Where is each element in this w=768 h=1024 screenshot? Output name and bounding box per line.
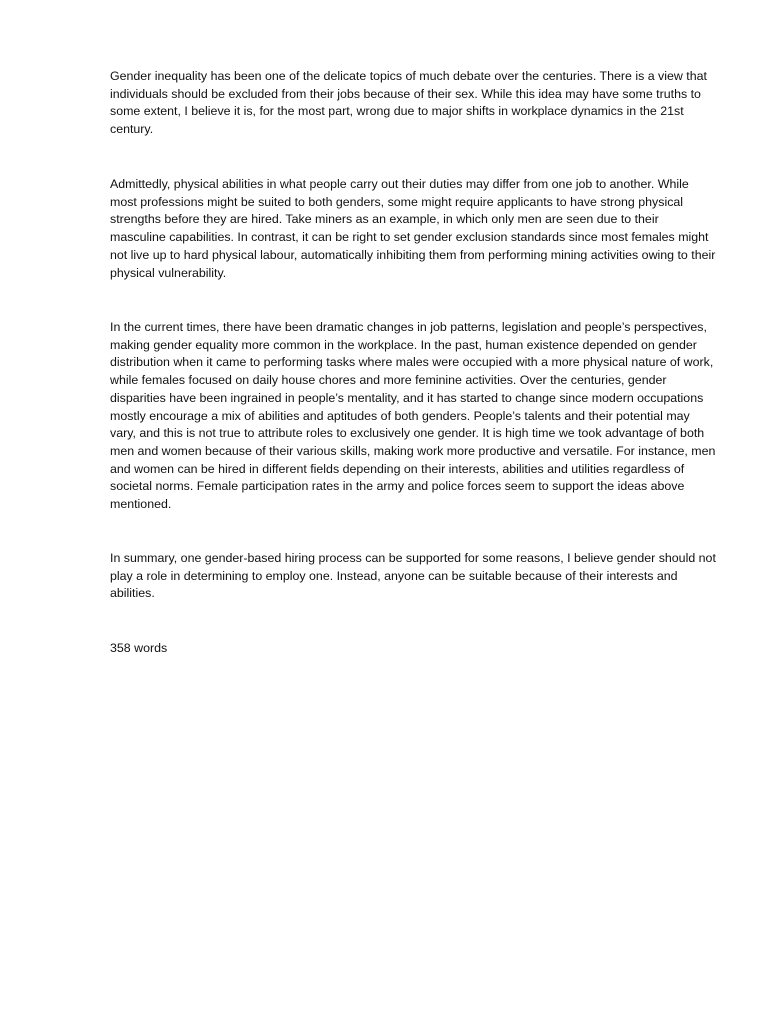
paragraph-conclusion: In summary, one gender-based hiring process can be supported for some reasons, I believe gender should not play a role in determining to employ one. Instead, anyone can be suitable because of their interests and abilities.: [110, 551, 716, 601]
paragraph-body-2: In the current times, there have been dramatic changes in job patterns, legislation and people’s perspectives, making gender equality more common in the workplace. In the past, human existence depended on gender distribution when it came to performing tasks where males were occupied with a more physical nature of work, while females focused on daily house chores and more feminine activities. Over the centuries, gender disparities have been ingrained in people’s mentality, and it has started to change since modern occupations mostly encourage a mix of abilities and aptitudes of both genders. People’s talents and their potential may vary, and this is not true to attribute roles to exclusively one gender. It is high time we took advantage of both men and women because of their various skills, making work more productive and versatile. For instance, men and women can be hired in different fields depending on their interests, abilities and utilities regardless of societal norms. Female participation rates in the army and police forces seem to support the ideas above mentioned.: [110, 320, 716, 512]
paragraph-body-1: Admittedly, physical abilities in what people carry out their duties may differ from one job to another. While most professions might be suited to both genders, some might require applicants to have strong physical strengths before they are hired. Take miners as an example, in which only men are seen due to their masculine capabilities. In contrast, it can be right to set gender exclusion standards since most females might not live up to hard physical labour, automatically inhibiting them from performing mining activities owing to their physical vulnerability.: [110, 177, 716, 280]
word-count: 358 words: [110, 641, 168, 655]
paragraph-introduction: Gender inequality has been one of the delicate topics of much debate over the centuries. There is a view that individuals should be excluded from their jobs because of their sex. While this idea may have some truths to some extent, I believe it is, for the most part, wrong due to major shifts in workplace dynamics in the 21st century.: [110, 69, 707, 137]
